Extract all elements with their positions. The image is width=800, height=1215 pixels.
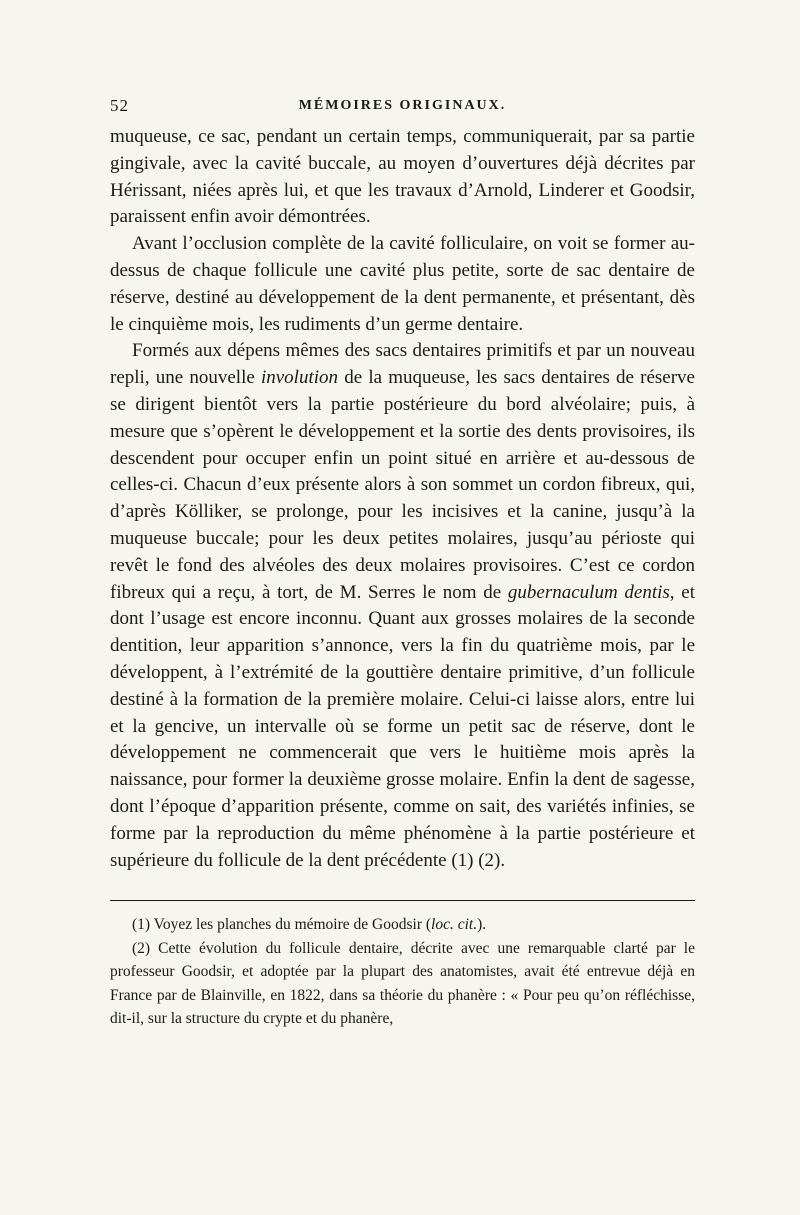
footnote-divider <box>110 900 695 901</box>
term-gubernaculum: gubernaculum dentis <box>507 581 670 603</box>
footnotes <box>110 913 695 1031</box>
footnote-1 <box>110 913 695 937</box>
running-title: MÉMOIRES ORIGINAUX. <box>298 98 507 113</box>
paragraph-3-part-a: Formés aux dépens mêmes des sacs dentaires primitifs et par un nouveau repli, une nouvelle <box>110 340 695 389</box>
footnote-1-part-b: ). <box>477 916 487 934</box>
paragraph-3 <box>110 338 695 874</box>
paragraph-1: muqueuse, ce sac, pendant un certain temps, communiquerait, par sa partie gingivale, avec la cavité buccale, au moyen d’ouvertures déjà décrites par Hérissant, niées après lui, et que les travaux d’Arnold, Linderer et Goodsir, paraissent enfin avoir démontrées. <box>110 126 695 228</box>
footnote-2: (2) Cette évolution du follicule dentaire, décrite avec une remarquable clarté par le professeur Goodsir, et adoptée par la plupart des anatomistes, avait été entrevue déjà en France par de Blainville, en 1822, dans sa théorie du phanère : « Pour peu qu’on réfléchisse, dit-il, sur la structure du crypte et du phanère, <box>110 939 695 1028</box>
body-text <box>110 124 695 874</box>
term-involution: involution <box>260 367 339 389</box>
paragraph-2: Avant l’occlusion complète de la cavité folliculaire, on voit se former au-dessus de chaque follicule une cavité plus petite, sorte de sac dentaire de réserve, destiné au développement de la dent permanente, et présentant, dès le cinquième mois, les rudiments d’un germe dentaire. <box>110 233 695 335</box>
paragraph-3-part-b: de la muqueuse, les sacs dentaires de réserve se dirigent bientôt vers la partie postérieure du bord alvéolaire; puis, à mesure que s’opèrent le développement et la sortie des dents provisoires, ils descendent pour occuper enfin un point situé en arrière et au-dessous de celles-ci. Chacun d’eux présente alors à son sommet un cordon fibreux, qui, d’après Kölliker, se prolonge, pour les incisives et la canine, jusqu’à la muqueuse buccale; pour les deux petites molaires, jusqu’au périoste qui revêt le fond des alvéoles des deux molaires provisoires. C’est ce cordon fibreux qui a reçu, à tort, de M. Serres le nom de <box>110 367 695 603</box>
page <box>110 92 695 1031</box>
footnote-1-citation: loc. cit. <box>431 916 478 934</box>
page-number: 52 <box>110 96 129 115</box>
paragraph-3-part-c: , et dont l’usage est encore inconnu. Quant aux grosses molaires de la seconde dentition, leur apparition s’annonce, vers la fin du quatrième mois, par le développent, à l’extrémité de la gouttière dentaire primitive, d’un follicule destiné à la formation de la première molaire. Celui-ci laisse alors, entre lui et la gencive, un intervalle où se forme un petit sac de réserve, dont le développement ne commencerait que vers le huitième mois après la naissance, pour former la deuxième grosse molaire. Enfin la dent de sagesse, dont l’époque d’apparition présente, comme on sait, des variétés infinies, se forme par la reproduction du même phénomène à la partie postérieure et supérieure du follicule de la dent précédente (1) (2). <box>110 581 695 871</box>
footnote-1-part-a: (1) Voyez les planches du mémoire de Goodsir ( <box>132 916 432 934</box>
page-header <box>110 92 695 124</box>
